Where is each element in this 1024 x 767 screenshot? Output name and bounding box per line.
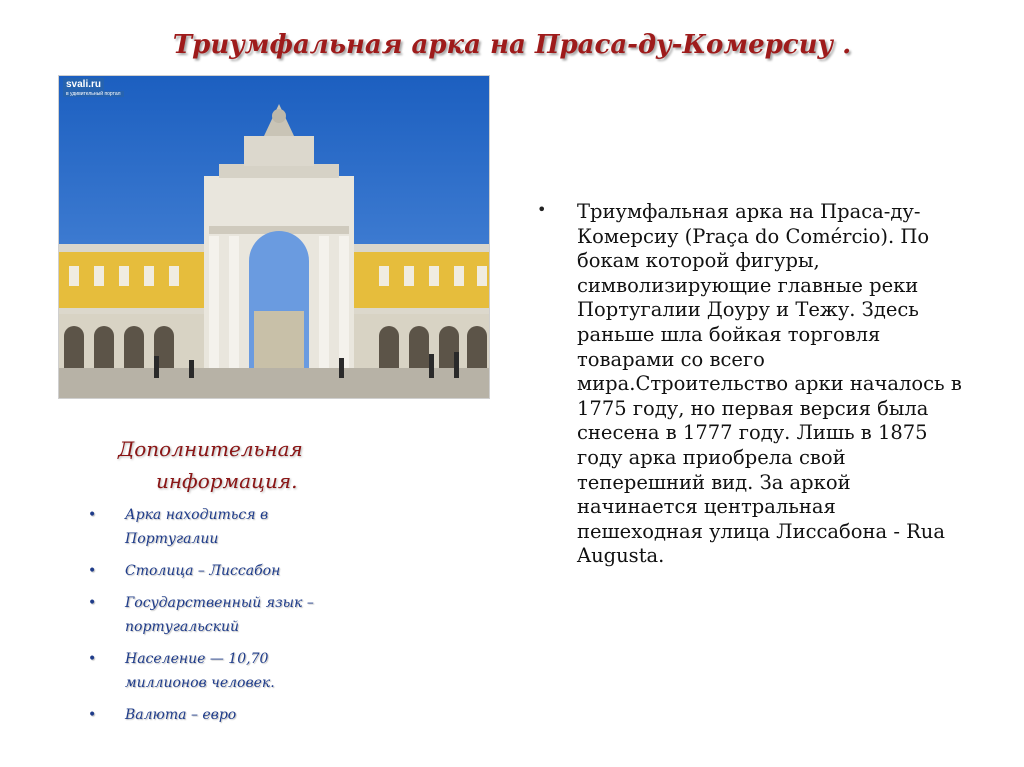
info-item: • Валюта – евро (88, 703, 348, 727)
bullet-icon: • (88, 651, 97, 667)
watermark-caption: в удивительный портал (63, 91, 124, 97)
info-item: • Столица – Лиссабон (88, 559, 348, 583)
info-item: • Население — 10,70 миллионов человек. (88, 647, 348, 695)
watermark-logo: svali.ru (63, 78, 104, 91)
info-item: • Государственный язык – португальский (88, 591, 348, 639)
info-heading (118, 433, 378, 497)
info-list (88, 503, 348, 735)
slide-title: Триумфальная арка на Праса-ду-Комерсиу . (172, 30, 852, 60)
info-heading-line2: информация. (156, 469, 298, 493)
description-paragraph: Триумфальная арка на Праса-ду- Комерсиу (Praça do Comércio). По бокам которой фигуры, символизирующие главные реки Португалии Доуру и Тежу. Здесь раньше шла бойкая торговля товарами со всего мира.Строительство арки началось в 1775 году, но первая версия была снесена в 1777 году. Лишь в 1875 году арка приобрела свой теперешний вид. За аркой начинается центральная пешеходная улица Лиссабона - Rua Augusta. (577, 200, 962, 568)
arch-photo (58, 75, 490, 399)
main-description (537, 200, 987, 569)
arch-illustration (59, 76, 489, 398)
bullet-icon: • (88, 707, 97, 723)
info-item: • Арка находиться в Португалии (88, 503, 348, 551)
info-heading-line1: Дополнительная (118, 437, 303, 461)
bullet-icon: • (88, 563, 97, 579)
bullet-icon: • (88, 595, 97, 611)
bullet-icon: • (537, 200, 547, 219)
bullet-icon: • (88, 507, 97, 523)
